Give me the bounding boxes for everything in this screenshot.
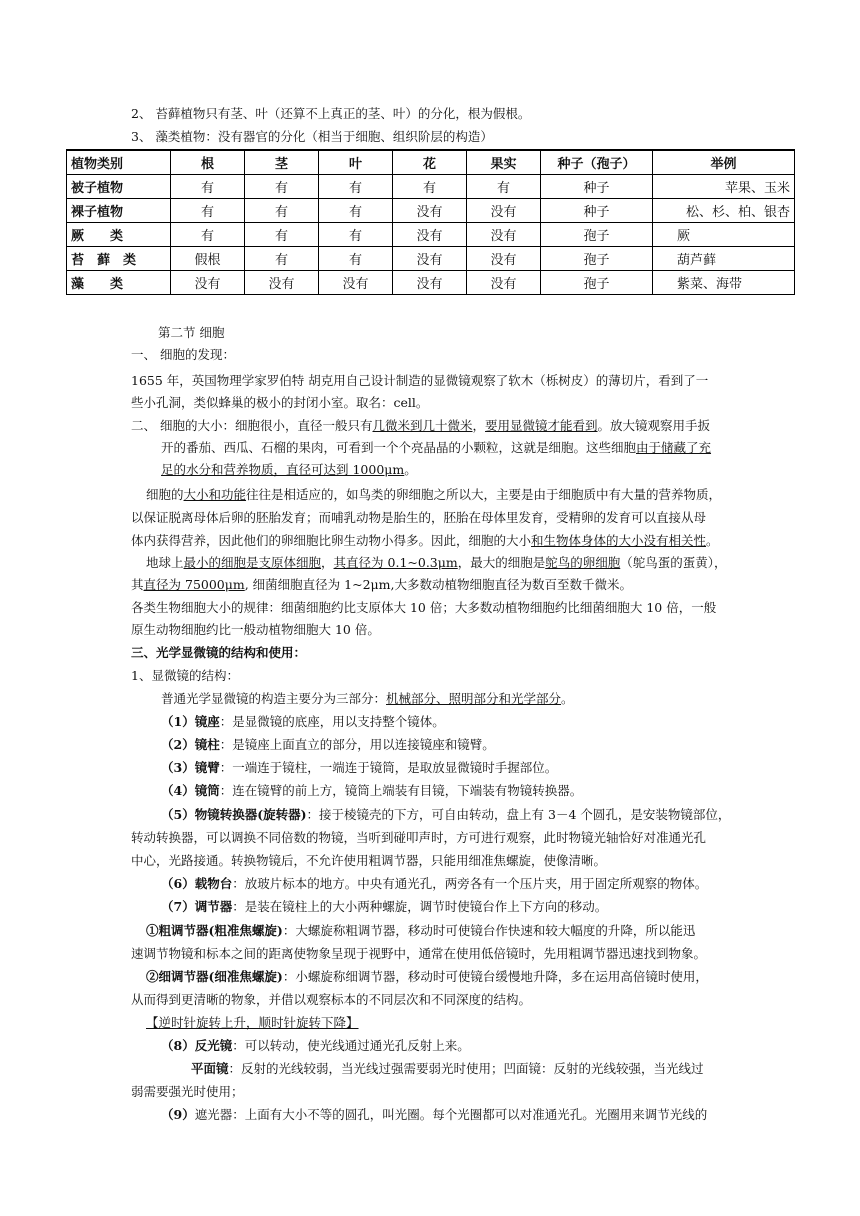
table-cell: 有: [245, 199, 319, 223]
table-row: [67, 271, 795, 295]
term-label: （7）调节器: [161, 899, 233, 914]
text-run: ：放玻片标本的地方。中央有通光孔，两旁各有一个压片夹，用于固定所观察的物体。: [232, 876, 708, 891]
table-cell: 没有: [171, 271, 245, 295]
text-run: ，: [472, 418, 486, 433]
term-label: （9）: [161, 1107, 195, 1122]
underlined-text: 大小和功能: [183, 487, 247, 502]
paragraph-line: [146, 485, 721, 505]
table-cell: 有: [245, 175, 319, 199]
table-cell: 孢子: [541, 223, 653, 247]
table-cell: 有: [393, 175, 467, 199]
table-cell: 没有: [467, 199, 541, 223]
term-label: （2）镜柱: [161, 737, 220, 752]
term-label: ①粗调节器(粗准焦螺旋): [146, 923, 283, 938]
heading-microscope: 三、光学显微镜的结构和使用：: [131, 645, 307, 660]
paragraph-line: 1655 年，英国物理学家罗伯特 胡克用自己设计制造的显微镜观察了软木（栎树皮）的薄切片，看到了一: [131, 373, 709, 388]
table-cell: 没有: [393, 271, 467, 295]
table-cell: 孢子: [541, 271, 653, 295]
text-run: 普通光学显微镜的构造主要分为三部分：: [161, 691, 387, 706]
paragraph-line: 从而得到更清晰的物象，并借以观察标本的不同层次和不同深度的结构。: [131, 992, 532, 1007]
table-cell: 苔 藓 类: [67, 247, 171, 271]
header-cell: 叶: [319, 150, 393, 175]
underlined-text: 鸵鸟的卵细胞: [545, 555, 621, 570]
underlined-text: 最小的细胞是支原体细胞: [183, 555, 322, 570]
plant-classification-table: [66, 149, 795, 295]
table-cell: 孢子: [541, 247, 653, 271]
text-run: ：是装在镜柱上的大小两种螺旋，调节时使镜台作上下方向的移动。: [232, 899, 608, 914]
underlined-text: 足的水分和营养物质，直径可达到 1000μm: [161, 462, 405, 477]
term-label: （5）物镜转换器(旋转器): [161, 807, 307, 822]
term-label: （4）镜筒: [161, 783, 220, 798]
list-item: [161, 1036, 470, 1056]
table-cell: 紫菜、海带: [653, 271, 795, 295]
text-run: 地球上: [146, 555, 184, 570]
text-run: 。: [404, 462, 417, 477]
text-run: 开的番茄、西瓜、石榴的果肉，可看到一个个亮晶晶的小颗粒，这就是细胞。这些细胞: [161, 440, 637, 455]
text-run: ：小螺旋称细调节器，移动时可使镜台缓慢地升降，多在运用高倍镜时使用，: [282, 969, 708, 984]
text-run: （鸵鸟蛋的蛋黄），: [620, 555, 727, 570]
table-cell: 没有: [393, 199, 467, 223]
table-cell: 有: [319, 247, 393, 271]
underlined-text: 几微米到几十微米: [372, 418, 473, 433]
paragraph-line: 速调节物镜和标本之间的距离使物象呈现于视野中，通常在使用低倍镜时，先用粗调节器迅速找到物象。: [131, 946, 707, 961]
text-run: 细胞的: [146, 487, 184, 502]
heading-discovery: 一、 细胞的发现：: [131, 347, 235, 362]
table-cell: 没有: [393, 223, 467, 247]
header-cell: 举例: [653, 150, 795, 175]
paragraph-line: [161, 438, 711, 458]
header-cell: 根: [171, 150, 245, 175]
table-cell: 没有: [467, 223, 541, 247]
text-run: ：是镜座上面直立的部分，用以连接镜座和镜臂。: [219, 737, 495, 752]
table-row: [67, 199, 795, 223]
text-run: 二、 细胞的大小：细胞很小，直径一般只有: [131, 418, 373, 433]
intro-item-2: 2、 苔藓植物只有茎、叶（还算不上真正的茎、叶）的分化，根为假根。: [131, 106, 531, 121]
table-cell: 松、杉、柏、银杏: [653, 199, 795, 223]
header-cell: 种子（孢子）: [541, 150, 653, 175]
term-label: 平面镜: [191, 1061, 229, 1076]
list-item: [161, 758, 557, 778]
underlined-text: 直径为 75000μm: [143, 577, 245, 592]
heading-cell-size: [131, 416, 710, 436]
term-label: （3）镜臂: [161, 760, 220, 775]
intro-item-3: 3、 藻类植物：没有器官的分化（相当于细胞、组织阶层的构造）: [131, 129, 493, 144]
list-item: [191, 1059, 704, 1079]
table-cell: 有: [171, 175, 245, 199]
table-cell: 有: [319, 175, 393, 199]
header-cell: 植物类别: [67, 150, 171, 175]
table-cell: 没有: [393, 247, 467, 271]
text-run: ：一端连于镜柱，一端连于镜筒，是取放显微镜时手握部位。: [219, 760, 558, 775]
table-row: [67, 247, 795, 271]
paragraph-line: 弱需要强光时使用；: [131, 1084, 244, 1099]
list-item: [146, 967, 708, 987]
text-run: ：是显微镜的底座，用以支持整个镜体。: [219, 714, 445, 729]
section-title: 第二节 细胞: [158, 325, 225, 340]
paragraph-line: 各类生物细胞大小的规律：细菌细胞约比支原体大 10 倍；大多数动植物细胞约比细菌细胞大 10 倍，一般: [131, 600, 717, 615]
text-run: 体内获得营养，因此他们的卵细胞比卵生动物小得多。因此，细胞的大小: [131, 533, 532, 548]
list-item: [161, 781, 582, 801]
subheading-structure: 1、显微镜的结构：: [131, 668, 239, 683]
paragraph-line: [131, 531, 719, 551]
underlined-text: 由于储藏了充: [636, 440, 712, 455]
list-item: [161, 735, 495, 755]
table-row: [67, 175, 795, 199]
paragraph-line: 转动转换器，可以调换不同倍数的物镜，当听到碰叩声时，方可进行观察，此时物镜光轴恰好对准通光孔: [131, 830, 707, 845]
paragraph-line: [161, 460, 417, 480]
list-item: [161, 805, 730, 825]
paragraph-line: 以保证脱离母体后卵的胚胎发育；而哺乳动物是胎生的，胚胎在母体里发育，受精卵的发育可以直接从母: [131, 510, 707, 525]
table-cell: 有: [245, 223, 319, 247]
underlined-text: 机械部分、照明部分和光学部分: [386, 691, 562, 706]
table-cell: 有: [319, 223, 393, 247]
header-cell: 花: [393, 150, 467, 175]
list-item: [161, 897, 607, 917]
table-cell: 没有: [245, 271, 319, 295]
table-header-row: [67, 150, 795, 175]
table-cell: 有: [245, 247, 319, 271]
text-run: 。: [561, 691, 574, 706]
table-cell: 有: [467, 175, 541, 199]
rotation-note: 【逆时针旋转上升，顺时针旋转下降】: [146, 1015, 359, 1030]
term-label: （6）载物台: [161, 876, 233, 891]
paragraph-line: [146, 553, 727, 573]
underlined-text: 其直径为 0.1~0.3μm: [333, 555, 458, 570]
table-cell: 藻 类: [67, 271, 171, 295]
table-cell: 没有: [467, 271, 541, 295]
table-cell: 没有: [467, 247, 541, 271]
header-cell: 果实: [467, 150, 541, 175]
underlined-text: 要用显微镜才能看到: [485, 418, 598, 433]
table-cell: 葫芦藓: [653, 247, 795, 271]
term-label: ②细调节器(细准焦螺旋): [146, 969, 283, 984]
table-cell: 没有: [319, 271, 393, 295]
list-item: [146, 921, 695, 941]
paragraph-line: 原生动物细胞约比一般动植物细胞大 10 倍。: [131, 622, 380, 637]
table-cell: 厥: [653, 223, 795, 247]
text-run: ：大螺旋称粗调节器，移动时可使镜台作快速和较大幅度的升降，所以能迅: [282, 923, 696, 938]
table-cell: 有: [171, 223, 245, 247]
table-cell: 裸子植物: [67, 199, 171, 223]
table-cell: 厥 类: [67, 223, 171, 247]
text-run: 。放大镜观察用手扳: [597, 418, 711, 433]
table-row: [67, 223, 795, 247]
term-label: （8）反光镜: [161, 1038, 233, 1053]
text-run: , 细菌细胞直径为 1~2μm,大多数动植物细胞直径为数百至数千微米。: [244, 577, 632, 592]
table-cell: 种子: [541, 199, 653, 223]
text-run: ，: [321, 555, 334, 570]
table-cell: 种子: [541, 175, 653, 199]
paragraph-line: 些小孔洞，类似蜂巢的极小的封闭小室。取名：cell。: [131, 395, 429, 410]
table-cell: 有: [319, 199, 393, 223]
text-run: 。: [706, 533, 719, 548]
text-run: 遮光器：上面有大小不等的圆孔，叫光圈。每个光圈都可以对准通光孔。光圈用来调节光线的: [194, 1107, 708, 1122]
list-item: [161, 712, 445, 732]
paragraph-line: [131, 575, 632, 595]
table-cell: 苹果、玉米: [653, 175, 795, 199]
text-run: ：反射的光线较弱，当光线过强需要弱光时使用；凹面镜：反射的光线较强，当光线过: [228, 1061, 704, 1076]
text-run: ：连在镜臂的前上方，镜筒上端装有目镜，下端装有物镜转换器。: [219, 783, 583, 798]
paragraph-line: 中心，光路接通。转换物镜后，不允许使用粗调节器，只能用细准焦螺旋，使像清晰。: [131, 853, 607, 868]
text-run: 其: [131, 577, 144, 592]
text-run: ：接于棱镜壳的下方，可自由转动，盘上有 3－4 个圆孔，是安装物镜部位，: [306, 807, 731, 822]
table-cell: 被子植物: [67, 175, 171, 199]
table-cell: 有: [171, 199, 245, 223]
list-item: [161, 874, 707, 894]
header-cell: 茎: [245, 150, 319, 175]
underlined-text: 和生物体身体的大小没有相关性: [531, 533, 707, 548]
table-cell: 假根: [171, 247, 245, 271]
text-run: ：可以转动，使光线通过通光孔反射上来。: [232, 1038, 470, 1053]
text-run: 往往是相适应的，如鸟类的卵细胞之所以大，主要是由于细胞质中有大量的营养物质，: [246, 487, 722, 502]
text-run: ，最大的细胞是: [457, 555, 546, 570]
list-item: [161, 1105, 707, 1125]
term-label: （1）镜座: [161, 714, 220, 729]
paragraph-line: [161, 689, 574, 709]
